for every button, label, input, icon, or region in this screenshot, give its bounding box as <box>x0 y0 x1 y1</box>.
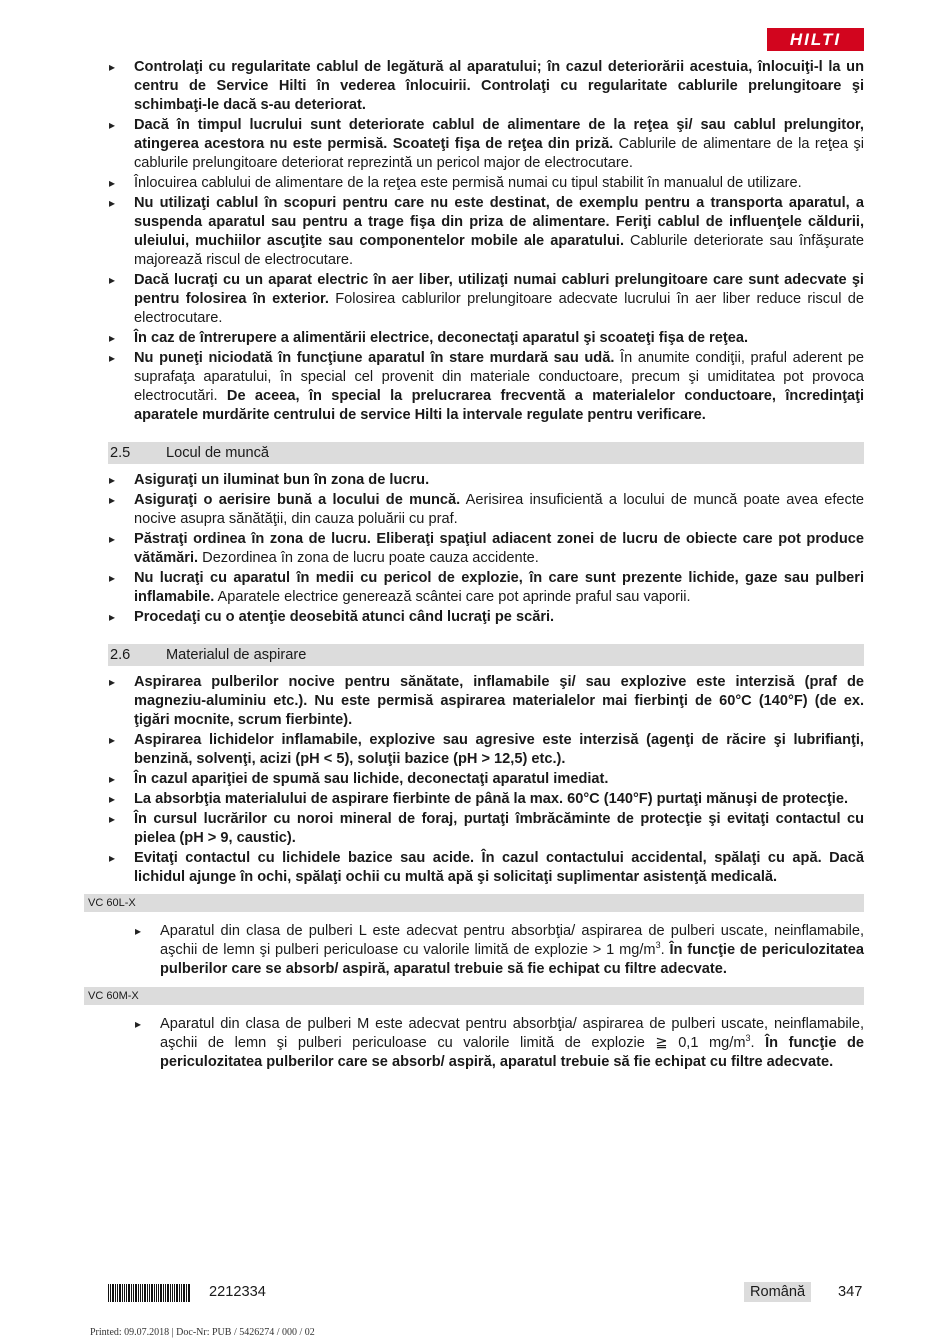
hilti-logo <box>767 28 864 51</box>
page-number: 347 <box>838 1284 863 1300</box>
barcode <box>108 1284 190 1302</box>
section-number: 2.6 <box>110 647 131 663</box>
list-item: ▸ Controlaţi cu regularitate cablul de legătură al aparatului; în cazul deteriorării acestuia, înlocuiţi-l la un centru de Service Hilti în vederea înlocuirii. Controlaţi cu regularitate cablurile prelungitoare şi schimbaţi-le dacă s-au deteriorat. <box>108 58 864 115</box>
section-number: 2.5 <box>110 445 131 461</box>
vc60l-list <box>134 922 864 979</box>
list-item: ▸ Înlocuirea cablului de alimentare de la reţea este permisă numai cu tipul stabilit în manualul de utilizare. <box>108 174 864 193</box>
list-item: ▸ Procedaţi cu o atenţie deosebită atunci când lucraţi pe scări. <box>108 608 864 627</box>
brand-name: HILTI <box>789 29 842 49</box>
section-title: Locul de muncă <box>166 445 270 461</box>
list-item: ▸ În caz de întrerupere a alimentării electrice, deconectaţi aparatul şi scoateţi fişa de reţea. <box>108 329 864 348</box>
model-heading-vc60l: VC 60L-X <box>84 894 864 912</box>
intro-list <box>108 58 864 425</box>
list-item: ▸ Dacă în timpul lucrului sunt deteriorate cablul de alimentare de la reţea şi/ sau cablul prelungitor, atingerea acestora nu este permisă. Scoateţi fişa de reţea din priză. Cablurile de alimentare de la reţea şi cablurile prelungitoare deteriorat reprezintă un pericol major de electrocutare. <box>108 116 864 173</box>
list-item: ▸ Păstraţi ordinea în zona de lucru. Eliberaţi spaţiul adiacent zonei de lucru de obiecte care pot produce vătămări. Dezordinea în zona de lucru poate cauza accidente. <box>108 530 864 568</box>
list-item: ▸ Aparatul din clasa de pulberi L este adecvat pentru absorbţia/ aspirarea de pulberi uscate, neinflamabile, aşchii de lemn şi pulberi periculoase cu valorile limită de explozie > 1 $mg/m^3$. În funcţie de periculozitatea pulberilor care se absorb/ aspiră, aparatul trebuie să fie echipat cu filtre adecvate. <box>134 922 864 979</box>
material-list <box>108 673 864 887</box>
vc60m-list <box>134 1015 864 1072</box>
print-info: Printed: 09.07.2018 | Doc-Nr: PUB / 5426274 / 000 / 02 <box>90 1327 315 1338</box>
list-item: ▸ La absorbţia materialului de aspirare fierbinte de până la max. 60°C (140°F) purtaţi mănuşi de protecţie. <box>108 790 864 809</box>
page-content <box>88 58 864 1073</box>
section-heading-2-6 <box>108 644 864 666</box>
list-item: ▸ Aspirarea pulberilor nocive pentru sănătate, inflamabile şi/ sau explozive este interzisă (praf de magneziu-aluminiu etc.). Nu este permisă aspirarea materialelor mai fierbinţi de 60°C (140°F) (de ex. ţigări mocnite, scrum fierbinte). <box>108 673 864 730</box>
workplace-list <box>108 471 864 627</box>
list-item: ▸ În cazul apariţiei de spumă sau lichide, deconectaţi aparatul imediat. <box>108 770 864 789</box>
language-label: Română <box>744 1282 811 1302</box>
list-item: ▸ Aparatul din clasa de pulberi M este adecvat pentru absorbţia/ aspirarea de pulberi uscate, neinflamabile, aşchii de lemn şi pulberi periculoase cu valorile limită de explozie ≧ 0,1 $mg/m^3$. În funcţie de periculozitatea pulberilor care se absorb/ aspiră, aparatul trebuie să fie echipat cu filtre adecvate. <box>134 1015 864 1072</box>
list-item: ▸ Nu lucraţi cu aparatul în medii cu pericol de explozie, în care sunt prezente lichide, gaze sau pulberi inflamabile. Aparatele electrice generează scântei care pot aprinde praful sau vaporii. <box>108 569 864 607</box>
list-item: ▸ Evitaţi contactul cu lichidele bazice sau acide. În cazul contactului accidental, spălaţi cu apă. Dacă lichidul ajunge în ochi, spălaţi ochii cu multă apă şi solicitaţi suplimentar asistenţă medicală. <box>108 849 864 887</box>
list-item: ▸ Dacă lucraţi cu un aparat electric în aer liber, utilizaţi numai cabluri prelungitoare care sunt adecvate şi pentru folosirea în exterior. Folosirea cablurilor prelungitoare adecvate lucrului în aer liber reduce riscul de electrocutare. <box>108 271 864 328</box>
page-footer <box>108 1283 864 1305</box>
list-item: ▸ Nu puneţi niciodată în funcţiune aparatul în stare murdară sau udă. În anumite condiţii, praful aderent pe suprafaţa aparatului, în special cel provenit din materiale conductoare, precum şi umiditatea pot provoca electrocutări. De aceea, în special la prelucrarea frecventă a materialelor conductoare, încredinţaţi aparatele murdărite centrului de service Hilti la intervale regulate pentru verificare. <box>108 349 864 425</box>
list-item: ▸ Asiguraţi un iluminat bun în zona de lucru. <box>108 471 864 490</box>
section-heading-2-5 <box>108 442 864 464</box>
list-item: ▸ Aspirarea lichidelor inflamabile, explozive sau agresive este interzisă (agenţi de răcire şi lubrifianţi, benzină, solvenţi, acizi (pH < 5), soluţii bazice (pH > 12,5) etc.). <box>108 731 864 769</box>
document-number: 2212334 <box>209 1284 266 1300</box>
section-title: Materialul de aspirare <box>166 647 307 663</box>
model-heading-vc60m: VC 60M-X <box>84 987 864 1005</box>
list-item: ▸ În cursul lucrărilor cu noroi mineral de foraj, purtaţi îmbrăcăminte de protecţie şi evitaţi contactul cu pielea (pH > 9, caustic). <box>108 810 864 848</box>
list-item: ▸ Nu utilizaţi cablul în scopuri pentru care nu este destinat, de exemplu pentru a transporta aparatul, a suspenda aparatul sau pentru a trage fişa din priza de alimentare. Feriţi cablul de influenţele căldurii, uleiului, muchiilor ascuţite sau componentelor mobile ale aparatului. Cablurile deteriorate sau înfăşurate majorează riscul de electrocutare. <box>108 194 864 270</box>
list-item: ▸ Asiguraţi o aerisire bună a locului de muncă. Aerisirea insuficientă a locului de muncă poate avea efecte nocive asupra sănătăţii, din cauza poluării cu praf. <box>108 491 864 529</box>
